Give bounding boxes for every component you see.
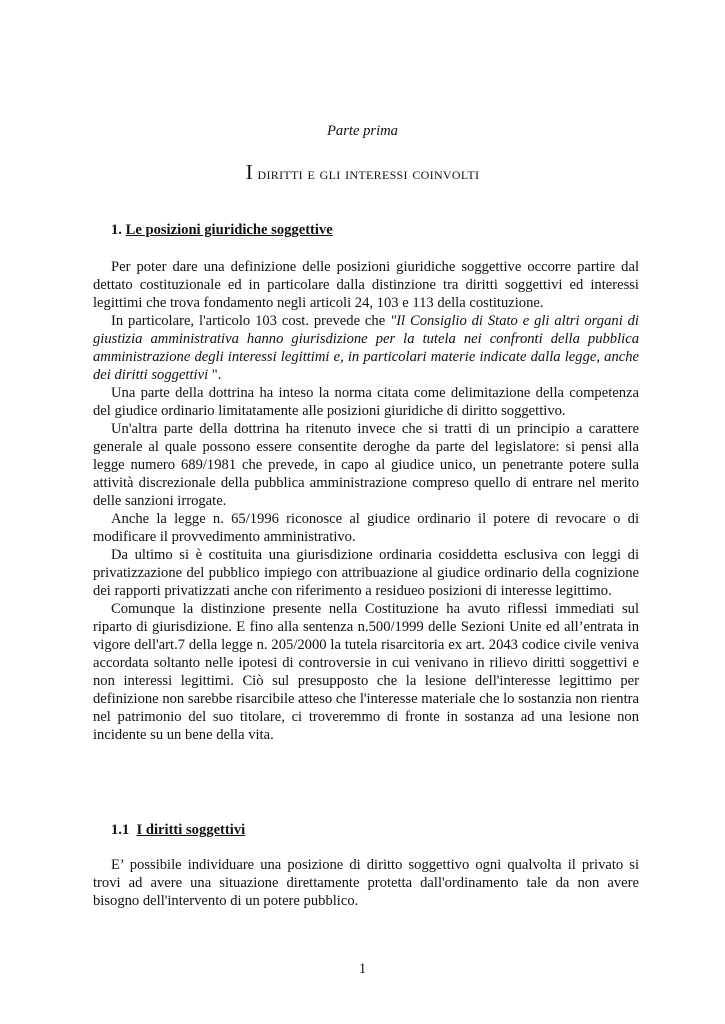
paragraph: E’ possibile individuare una posizione di diritto soggettivo ogni qualvolta il privato si trovi ad avere una situazione direttamente protetta dall'ordinamento tale da non avere bisogno dell'intervento di un potere pubblico.: [93, 857, 639, 909]
section-1-heading: [111, 221, 333, 239]
quoted-article-103: "Il Consiglio di Stato e gli altri organi di giustizia amministrativa hanno giurisdizione per la tutela nei confronti della pubblica amministrazione degli interessi legittimi e, in particolari materie indicate dalla legge, anche dei diritti soggettivi: [93, 313, 639, 383]
paragraph: Comunque la distinzione presente nella Costituzione ha avuto riflessi immediati sul riparto di giurisdizione. E fino alla sentenza n.500/1999 delle Sezioni Unite ed all’entrata in vigore dell'art.7 della legge n. 205/2000 la tutela risarcitoria ex art. 2043 codice civile veniva accordata soltanto nelle ipotesi di controversie in cui venivano in rilievo diritti soggettivi e non interessi legittimi. Ciò sul presupposto che la lesione dell'interesse legittimo per definizione non sarebbe risarcibile atteso che l'interesse materiale che lo sostanzia non rientra nel patrimonio del suo titolare, ci troveremmo di fronte in sostanza ad una lesione non incidente su un bene della vita.: [93, 601, 639, 743]
section-1-1-number: 1.1: [111, 822, 130, 838]
paragraph: [93, 312, 639, 384]
section-1-body: [93, 258, 639, 744]
paragraph: Un'altra parte della dottrina ha ritenuto invece che si tratti di un principio a carattere generale al quale possono essere consentite deroghe da parte del legislatore: si pensi alla legge numero 689/1981 che prevede, in capo al giudice unico, un penetrante potere sulla attività discrezionale della pubblica amministrazione compreso quello di entrare nel merito delle sanzioni irrogate.: [93, 421, 639, 509]
part-label: Parte prima: [327, 123, 398, 139]
paragraph-text: In particolare, l'articolo 103 cost. prevede che: [111, 313, 391, 329]
section-1-title: Le posizioni giuridiche soggettive: [125, 222, 333, 238]
title-initial: I: [245, 160, 253, 184]
paragraph: Per poter dare una definizione delle posizioni giuridiche soggettive occorre partire dal dettato costituzionale ed in particolare dalla distinzione tra diritti soggettivi ed interessi legittimi che trova fondamento negli articoli 24, 103 e 113 della costituzione.: [93, 259, 639, 311]
section-1-1-body: [93, 856, 639, 910]
page-number: 1: [358, 961, 367, 977]
title-rest: diritti e gli interessi coinvolti: [252, 164, 480, 183]
main-title: [0, 161, 725, 185]
section-1-1-title: I diritti soggettivi: [136, 822, 246, 838]
section-1-number: 1.: [111, 222, 122, 238]
section-1-1-heading: [111, 821, 245, 839]
paragraph-text: ".: [208, 367, 222, 383]
paragraph: Una parte della dottrina ha inteso la norma citata come delimitazione della competenza del giudice ordinario limitatamente alle posizioni giuridiche di diritto soggettivo.: [93, 385, 639, 419]
paragraph: Da ultimo si è costituita una giurisdizione ordinaria cosiddetta esclusiva con leggi di privatizzazione del pubblico impiego con attribuazione al giudice ordinario della cognizione dei rapporti privatizzati anche con riferimento a residueo posizioni di interesse legittimo.: [93, 547, 639, 599]
paragraph: Anche la legge n. 65/1996 riconosce al giudice ordinario il potere di revocare o di modificare il provvedimento amministrativo.: [93, 511, 639, 545]
